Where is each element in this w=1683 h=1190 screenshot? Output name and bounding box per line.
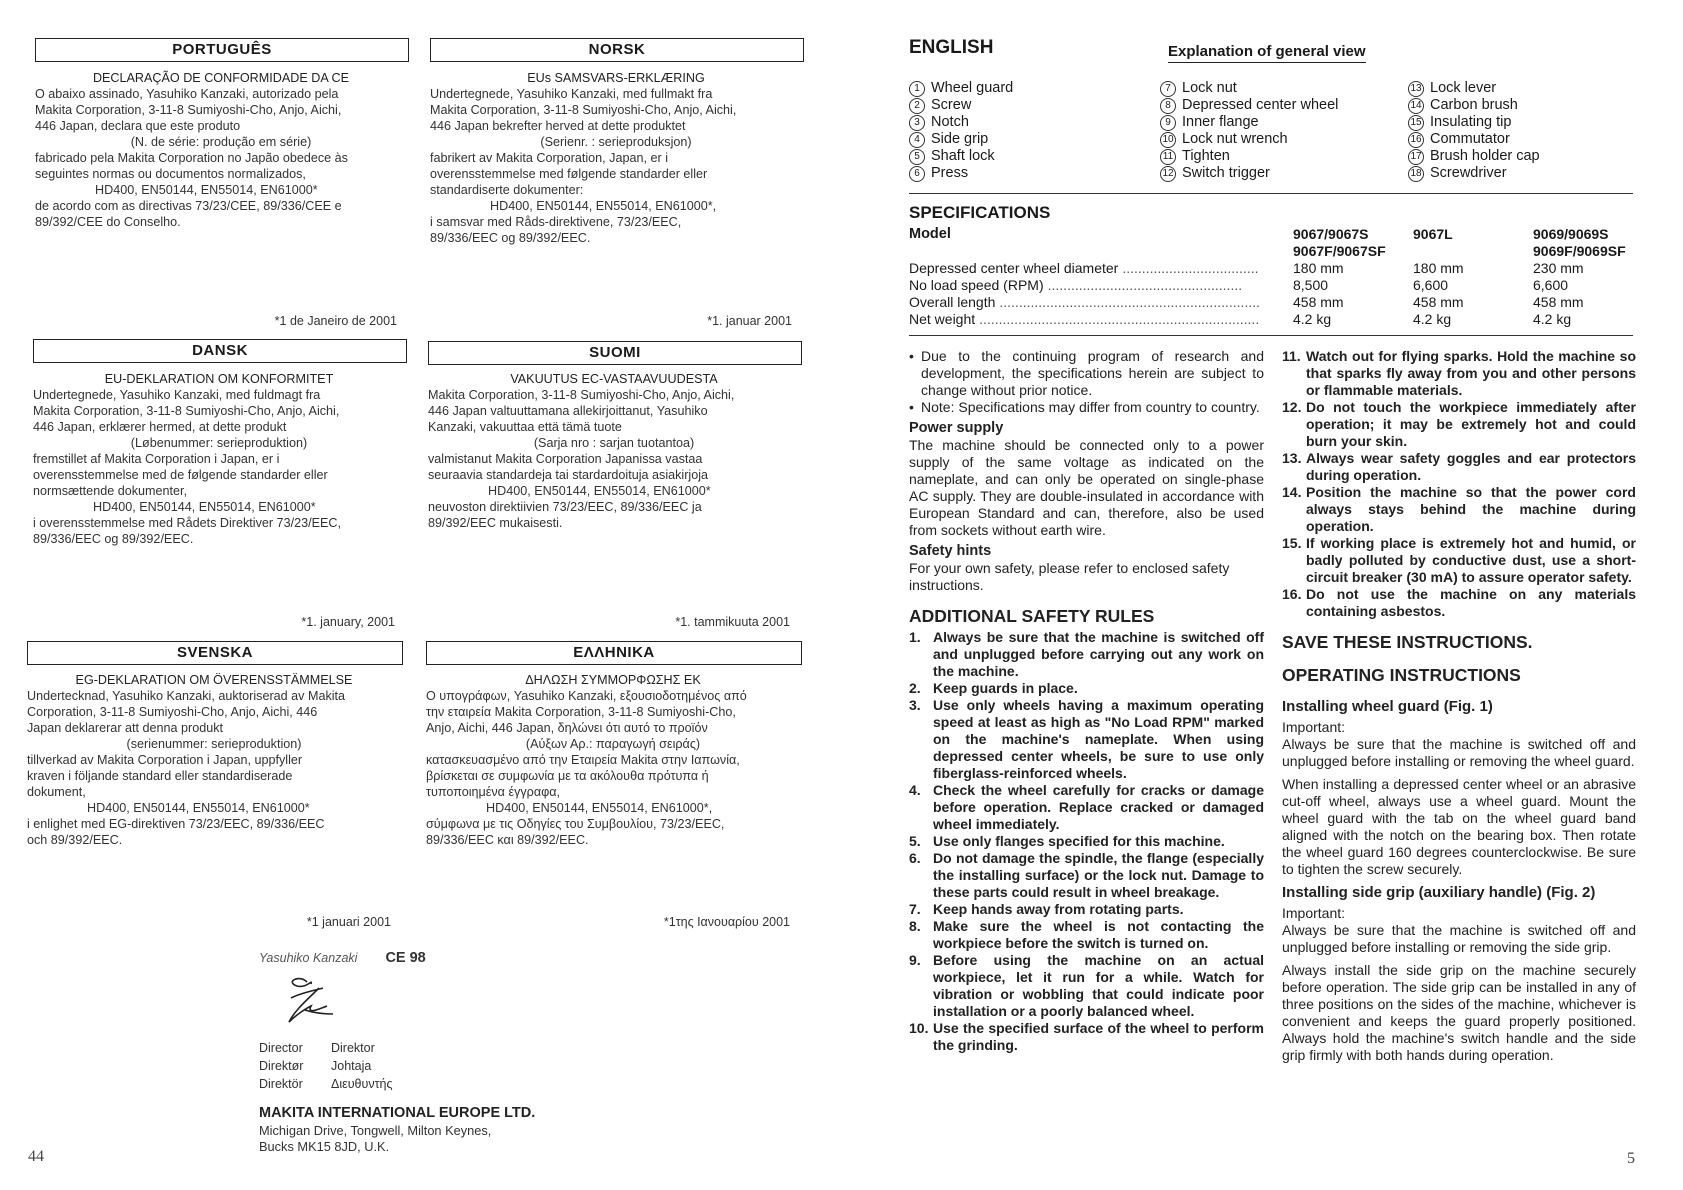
declaration-date: *1 de Janeiro de 2001 xyxy=(274,314,397,328)
declaration-heading: DANSK xyxy=(33,339,407,363)
rule-number: 7. xyxy=(909,901,921,917)
part-number: 11 xyxy=(1160,149,1176,165)
rule-text: Keep guards in place. xyxy=(933,680,1078,696)
specs-table xyxy=(909,226,1643,328)
rule-text: Always be sure that the machine is switched off and unplugged before carrying out any work on the machine. xyxy=(933,629,1264,679)
safety-rule xyxy=(1282,450,1636,484)
declaration-line: standardiserte dokumenter: xyxy=(430,183,584,197)
part-item xyxy=(1160,148,1338,165)
rule-number: 13. xyxy=(1282,450,1302,466)
rule-number: 5. xyxy=(909,833,921,849)
model-col-3: 9069/9069S 9069F/9069SF xyxy=(1533,226,1626,259)
part-number: 14 xyxy=(1408,98,1424,114)
bullet-icon: • xyxy=(909,399,914,415)
title-item: Johtaja xyxy=(331,1059,372,1073)
declaration-line: dokument, xyxy=(27,785,86,799)
declaration-line: overensstemmelse med de følgende standarder eller xyxy=(33,468,328,482)
rule-text: Position the machine so that the power cord always stays behind the machine during operation. xyxy=(1306,484,1636,534)
part-label: Lock nut xyxy=(1182,80,1237,96)
declaration-line: 89/336/EEC og 89/392/EEC. xyxy=(33,532,194,546)
declaration-line: Undertegnede, Yasuhiko Kanzaki, med fullmakt fra xyxy=(430,87,713,101)
bullet-icon: • xyxy=(909,348,914,364)
part-item xyxy=(1160,97,1338,114)
rule-text: Before using the machine on an actual workpiece, let it run for a while. Watch for vibration or wobbling that could indicate poor installation or a poorly balanced wheel. xyxy=(933,952,1264,1019)
spec-leader-dots: ................................................................... xyxy=(999,294,1260,310)
part-label: Lock nut wrench xyxy=(1182,131,1288,147)
part-item xyxy=(1408,80,1540,97)
declaration-heading: PORTUGUÊS xyxy=(35,38,409,62)
rule-text: Use only wheels having a maximum operating speed at least as high as "No Load RPM" marked on the machine's nameplate. When using depressed center wheels, be sure to use only fiberglass-reinforced wheels. xyxy=(933,697,1264,781)
declaration-line: i samsvar med Råds-direktivene, 73/23/EEC, xyxy=(430,215,682,229)
declaration-line: i overensstemmelse med Rådets Direktiver 73/23/EEC, xyxy=(33,516,341,530)
spec-value: 6,600 xyxy=(1413,277,1449,293)
part-item xyxy=(909,80,1013,97)
part-label: Commutator xyxy=(1430,131,1510,147)
part-item xyxy=(1160,80,1338,97)
declaration-line: τυποποιημένα έγγραφα, xyxy=(426,785,561,799)
part-number: 3 xyxy=(909,115,925,131)
part-label: Press xyxy=(931,165,969,181)
spec-note xyxy=(909,348,1264,399)
part-number: 9 xyxy=(1160,115,1176,131)
declaration-line: 89/392/CEE do Conselho. xyxy=(35,215,181,229)
declaration-line: Makita Corporation, 3-11-8 Sumiyoshi-Cho, Anjo, Aichi, xyxy=(35,103,342,117)
spec-row xyxy=(909,294,1643,311)
spec-leader-dots: ........................................................................ xyxy=(979,311,1260,327)
page-number-right: 5 xyxy=(1627,1150,1635,1167)
spec-value: 180 mm xyxy=(1293,260,1344,276)
part-label: Brush holder cap xyxy=(1430,148,1540,164)
declaration-line: normsættende dokumenter, xyxy=(33,484,188,498)
declaration-heading: SUOMI xyxy=(428,341,802,365)
rule-number: 6. xyxy=(909,850,921,866)
declaration-line: Kanzaki, vakuuttaa että tämä tuote xyxy=(428,420,622,434)
safety-rule xyxy=(909,901,1264,918)
part-label: Inner flange xyxy=(1182,114,1259,130)
declaration-line: och 89/392/EEC. xyxy=(27,833,123,847)
rule-number: 14. xyxy=(1282,484,1302,500)
part-item xyxy=(1160,131,1338,148)
safety-hints-text: For your own safety, please refer to enclosed safety instructions. xyxy=(909,560,1230,593)
part-item xyxy=(909,114,1013,131)
declaration-line: 89/336/EEC και 89/392/EEC. xyxy=(426,833,589,847)
side-grip-title: Installing side grip (auxiliary handle) (Fig. 2) xyxy=(1282,884,1596,901)
part-item xyxy=(1408,114,1540,131)
declaration-text xyxy=(33,371,405,547)
model-col-2: 9067L xyxy=(1413,226,1453,242)
declaration-line: O abaixo assinado, Yasuhiko Kanzaki, autorizado pela xyxy=(35,87,339,101)
declaration-line: Undertecknad, Yasuhiko Kanzaki, auktoriserad av Makita xyxy=(27,689,346,703)
declaration-line: fabrikert av Makita Corporation, Japan, er i xyxy=(430,151,668,165)
title-item: Διευθυντής xyxy=(331,1077,393,1091)
operating-instructions-title: OPERATING INSTRUCTIONS xyxy=(1282,665,1521,685)
rule-number: 3. xyxy=(909,697,921,713)
declaration-title: EG-DEKLARATION OM ÖVERENSSTÄMMELSE xyxy=(75,673,353,687)
ce-mark: CE 98 xyxy=(385,950,426,966)
part-number: 8 xyxy=(1160,98,1176,114)
declaration-title: ΔΗΛΩΣΗ ΣΥΜΜΟΡΦΩΣΗΣ ΕΚ xyxy=(525,673,701,687)
spec-label: Overall length xyxy=(909,294,996,310)
safety-rule xyxy=(1282,399,1636,450)
declaration-heading: NORSK xyxy=(430,38,804,62)
instructions-column xyxy=(1282,348,1636,1064)
declaration-line: HD400, EN50144, EN55014, EN61000* xyxy=(488,484,711,498)
rules-list-left xyxy=(909,629,1264,1054)
declaration-line: (serienummer: serieproduktion) xyxy=(126,737,302,751)
declaration-line: kraven i följande standard eller standardiserade xyxy=(27,769,293,783)
declaration-line: HD400, EN50144, EN55014, EN61000*, xyxy=(490,199,717,213)
safety-rule xyxy=(909,918,1264,952)
safety-rule xyxy=(909,850,1264,901)
declaration-heading: SVENSKA xyxy=(27,641,403,665)
declaration-title: EUs SAMSVARS-ERKLÆRING xyxy=(527,71,705,85)
declaration-title: EU-DEKLARATION OM KONFORMITET xyxy=(104,372,334,386)
declaration-line: overensstemmelse med følgende standarder eller xyxy=(430,167,708,181)
declaration-line: seuraavia standardeja tai stardardoituja asiakirjoja xyxy=(428,468,709,482)
declaration-line: de acordo com as directivas 73/23/CEE, 89/336/CEE e xyxy=(35,199,342,213)
spec-value: 4.2 kg xyxy=(1533,311,1572,327)
part-number: 5 xyxy=(909,149,925,165)
declaration-text xyxy=(27,672,401,848)
part-number: 16 xyxy=(1408,132,1424,148)
declaration-line: σύμφωνα με τις Οδηγίες του Συμβουλίου, 73/23/EEC, xyxy=(426,817,725,831)
safety-rule xyxy=(1282,348,1636,399)
part-label: Side grip xyxy=(931,131,989,147)
declaration-line: 89/392/EEC mukaisesti. xyxy=(428,516,563,530)
part-number: 7 xyxy=(1160,81,1176,97)
declaration-line: (Αύξων Αρ.: παραγωγή σειράς) xyxy=(525,737,701,751)
part-label: Carbon brush xyxy=(1430,97,1518,113)
side-grip-p1: Always be sure that the machine is switched off and unplugged before installing or removing the side grip. xyxy=(1282,922,1636,955)
declaration-date: *1. january, 2001 xyxy=(301,615,395,629)
spec-note xyxy=(909,399,1264,416)
note-text: Note: Specifications may differ from country to country. xyxy=(921,399,1260,415)
note-text: Due to the continuing program of research and development, the specifications herein are subject to change without prior notice. xyxy=(921,348,1264,398)
safety-rule xyxy=(909,952,1264,1020)
part-item xyxy=(1160,114,1338,131)
company-name: MAKITA INTERNATIONAL EUROPE LTD. xyxy=(259,1105,536,1121)
declaration-line: Makita Corporation, 3-11-8 Sumiyoshi-Cho, Anjo, Aichi, xyxy=(33,404,340,418)
declaration-line: Ο υπογράφων, Yasuhiko Kanzaki, εξουσιοδοτημένος από xyxy=(426,689,747,703)
title-item: Direktør xyxy=(259,1059,304,1073)
part-label: Wheel guard xyxy=(931,80,1014,96)
spec-value: 6,600 xyxy=(1533,277,1569,293)
rule-text: Use only flanges specified for this machine. xyxy=(933,833,1225,849)
specs-title: SPECIFICATIONS xyxy=(909,203,1051,222)
rule-number: 16. xyxy=(1282,586,1302,602)
safety-rule xyxy=(909,833,1264,850)
spec-value: 4.2 kg xyxy=(1293,311,1332,327)
side-grip-important: Important: xyxy=(1282,905,1346,921)
declaration-text xyxy=(35,70,407,230)
title-item: Direktör xyxy=(259,1077,303,1091)
declaration-line: valmistanut Makita Corporation Japanissa vastaa xyxy=(428,452,703,466)
declaration-line: 446 Japan valtuuttamana allekirjoittanut, Yasuhiko xyxy=(428,404,708,418)
part-number: 13 xyxy=(1408,81,1424,97)
part-number: 15 xyxy=(1408,115,1424,131)
part-number: 12 xyxy=(1160,166,1176,182)
safety-hints-title: Safety hints xyxy=(909,543,992,559)
spec-row xyxy=(909,311,1643,328)
spec-value: 8,500 xyxy=(1293,277,1329,293)
signature-block xyxy=(259,950,519,1093)
part-item xyxy=(1408,97,1540,114)
declaration-line: tillverkad av Makita Corporation i Japan, uppfyller xyxy=(27,753,303,767)
rule-text: Do not damage the spindle, the flange (especially the installing surface) or the lock nut. Damage to these parts could result in wheel breakage. xyxy=(933,850,1264,900)
declaration-line: HD400, EN50144, EN55014, EN61000* xyxy=(87,801,310,815)
declaration-date: *1της Ιανουαρίου 2001 xyxy=(663,915,790,929)
part-number: 2 xyxy=(909,98,925,114)
wheel-guard-title: Installing wheel guard (Fig. 1) xyxy=(1282,698,1493,715)
part-label: Screw xyxy=(931,97,972,113)
declaration-date: *1. januar 2001 xyxy=(707,314,792,328)
safety-rule xyxy=(1282,586,1636,620)
explanation-title: Explanation of general view xyxy=(1168,43,1366,63)
rule-text: Use the specified surface of the wheel to perform the grinding. xyxy=(933,1020,1264,1053)
declaration-line: fremstillet af Makita Corporation i Japan, er i xyxy=(33,452,280,466)
wheel-guard-p1: Always be sure that the machine is switched off and unplugged before installing or removing the wheel guard. xyxy=(1282,736,1636,769)
company-address-2: Bucks MK15 8JD, U.K. xyxy=(259,1139,390,1154)
declaration-line: Japan deklarerar att denna produkt xyxy=(27,721,224,735)
spec-value: 458 mm xyxy=(1413,294,1464,310)
parts-list-col-3 xyxy=(1408,80,1540,182)
handwritten-signature xyxy=(277,970,357,1030)
declaration-date: *1 januari 2001 xyxy=(306,915,391,929)
part-label: Shaft lock xyxy=(931,148,995,164)
part-number: 10 xyxy=(1160,132,1176,148)
safety-rule xyxy=(909,782,1264,833)
safety-rule xyxy=(1282,535,1636,586)
declaration-line: neuvoston direktiivien 73/23/EEC, 89/336/EEC ja xyxy=(428,500,702,514)
rule-number: 10. xyxy=(909,1020,929,1036)
rule-number: 9. xyxy=(909,952,921,968)
additional-rules-title: ADDITIONAL SAFETY RULES xyxy=(909,606,1155,626)
declaration-line: 446 Japan bekrefter herved at dette produktet xyxy=(430,119,686,133)
parts-list-col-2 xyxy=(1160,80,1338,182)
part-label: Switch trigger xyxy=(1182,165,1270,181)
notes-column xyxy=(909,348,1264,1054)
wheel-guard-p2: When installing a depressed center wheel or an abrasive cut-off wheel, always use a wheel guard. Mount the wheel guard with the tab on the wheel guard band aligned with the notch on the bearing box. Then rotate the wheel guard 160 degrees counterclockwise. Be sure to tighten the screw securely. xyxy=(1282,776,1636,877)
declaration-line: Makita Corporation, 3-11-8 Sumiyoshi-Cho, Anjo, Aichi, xyxy=(430,103,737,117)
declaration-title: DECLARAÇÃO DE CONFORMIDADE DA CE xyxy=(92,71,350,85)
model-label: Model xyxy=(909,226,951,242)
title-row xyxy=(259,1075,519,1093)
rules-list-right xyxy=(1282,348,1636,620)
safety-rule xyxy=(909,629,1264,680)
model-col-1: 9067/9067S 9067F/9067SF xyxy=(1293,226,1386,259)
declaration-text xyxy=(426,672,800,848)
part-item xyxy=(1160,165,1338,182)
spec-label: Net weight xyxy=(909,311,976,327)
part-label: Lock lever xyxy=(1430,80,1497,96)
declaration-line: Undertegnede, Yasuhiko Kanzaki, med fuldmagt fra xyxy=(33,388,321,402)
part-number: 17 xyxy=(1408,149,1424,165)
part-label: Notch xyxy=(931,114,969,130)
spec-value: 458 mm xyxy=(1293,294,1344,310)
power-supply-text: The machine should be connected only to a power supply of the same voltage as indicated on the nameplate, and can only be operated on single-phase AC supply. They are double-insulated in accordance with European Standard and can, therefore, also be used from sockets without earth wire. xyxy=(909,437,1264,538)
part-number: 4 xyxy=(909,132,925,148)
declaration-line: (Serienr. : serieproduksjon) xyxy=(540,135,692,149)
spec-leader-dots: ................................... xyxy=(1122,260,1259,276)
rule-text: Do not touch the workpiece immediately after operation; it may be extremely hot and could burn your skin. xyxy=(1306,399,1636,449)
spec-value: 230 mm xyxy=(1533,260,1584,276)
part-label: Insulating tip xyxy=(1430,114,1512,130)
signatory-name: Yasuhiko Kanzaki xyxy=(259,951,358,965)
declaration-line: i enlighet med EG-direktiven 73/23/EEC, 89/336/EEC xyxy=(27,817,325,831)
declaration-line: 89/336/EEC og 89/392/EEC. xyxy=(430,231,591,245)
spec-value: 458 mm xyxy=(1533,294,1584,310)
declaration-line: HD400, EN50144, EN55014, EN61000*, xyxy=(486,801,713,815)
declaration-line: την εταιρεία Makita Corporation, 3-11-8 Sumiyoshi-Cho, xyxy=(426,705,736,719)
page-number-left: 44 xyxy=(28,1148,44,1165)
declaration-line: 446 Japan, erklærer hermed, at dette produkt xyxy=(33,420,287,434)
spec-leader-dots: .................................................. xyxy=(1047,277,1243,293)
declaration-text xyxy=(430,70,802,246)
part-number: 18 xyxy=(1408,166,1424,182)
safety-rule xyxy=(909,1020,1264,1054)
title-row xyxy=(259,1057,519,1075)
rule-number: 4. xyxy=(909,782,921,798)
part-label: Depressed center wheel xyxy=(1182,97,1339,113)
save-instructions-title: SAVE THESE INSTRUCTIONS. xyxy=(1282,632,1533,652)
declaration-line: Anjo, Aichi, 446 Japan, δηλώνει ότι αυτό το προϊόν xyxy=(426,721,708,735)
part-number: 1 xyxy=(909,81,925,97)
safety-rule xyxy=(1282,484,1636,535)
safety-rule xyxy=(909,697,1264,782)
rule-text: Watch out for flying sparks. Hold the machine so that sparks fly away from you and other persons or flammable materials. xyxy=(1306,348,1636,398)
part-item xyxy=(909,97,1013,114)
declaration-line: (Sarja nro : sarjan tuotantoa) xyxy=(533,436,695,450)
spec-row xyxy=(909,260,1643,277)
part-item xyxy=(909,165,1013,182)
spec-label: Depressed center wheel diameter xyxy=(909,260,1119,276)
declaration-line: seguintes normas ou documentos normalizados, xyxy=(35,167,306,181)
part-item xyxy=(1408,131,1540,148)
rule-text: Make sure the wheel is not contacting the workpiece before the switch is turned on. xyxy=(933,918,1264,951)
title-item: Director xyxy=(259,1041,303,1055)
divider xyxy=(909,335,1633,336)
part-item xyxy=(1408,165,1540,182)
divider xyxy=(909,193,1633,194)
title-item: Direktor xyxy=(331,1041,375,1055)
language-heading: ENGLISH xyxy=(909,37,994,58)
company-address-1: Michigan Drive, Tongwell, Milton Keynes, xyxy=(259,1123,492,1138)
rule-number: 2. xyxy=(909,680,921,696)
declaration-text xyxy=(428,371,800,531)
declaration-line: 446 Japan, declara que este produto xyxy=(35,119,241,133)
declaration-line: HD400, EN50144, EN55014, EN61000* xyxy=(93,500,316,514)
rule-number: 11. xyxy=(1282,348,1301,364)
side-grip-p2: Always install the side grip on the machine securely before operation. The side grip can be installed in any of three positions on the sides of the machine, whichever is convenient and keeps the guard properly positioned. Always hold the machine's switch handle and the side grip firmly with both hands during operation. xyxy=(1282,962,1636,1063)
declaration-title: VAKUUTUS EC-VASTAAVUUDESTA xyxy=(510,372,718,386)
signatory-titles xyxy=(259,1039,519,1093)
spec-label: No load speed (RPM) xyxy=(909,277,1044,293)
declaration-line: fabricado pela Makita Corporation no Japão obedece às xyxy=(35,151,348,165)
rule-text: Keep hands away from rotating parts. xyxy=(933,901,1184,917)
declaration-line: (N. de série: produção em série) xyxy=(130,135,312,149)
declaration-line: βρίσκεται σε συμφωνία με τα ακόλουθα πρότυπα ή xyxy=(426,769,709,783)
part-item xyxy=(909,148,1013,165)
spec-notes xyxy=(909,348,1264,416)
part-label: Screwdriver xyxy=(1430,165,1507,181)
rule-text: Do not use the machine on any materials containing asbestos. xyxy=(1306,586,1636,619)
wheel-guard-important: Important: xyxy=(1282,719,1346,735)
rule-text: Check the wheel carefully for cracks or damage before operation. Replace cracked or damaged wheel immediately. xyxy=(933,782,1264,832)
declaration-date: *1. tammikuuta 2001 xyxy=(675,615,790,629)
declaration-line: Makita Corporation, 3-11-8 Sumiyoshi-Cho, Anjo, Aichi, xyxy=(428,388,735,402)
declaration-line: (Løbenummer: serieproduktion) xyxy=(130,436,308,450)
power-supply-title: Power supply xyxy=(909,420,1004,436)
spec-row xyxy=(909,277,1643,294)
declaration-line: κατασκευασμένο από την Εταιρεία Makita στην Ιαπωνία, xyxy=(426,753,740,767)
rule-text: Always wear safety goggles and ear protectors during operation. xyxy=(1306,450,1636,483)
rule-number: 1. xyxy=(909,629,921,645)
spec-value: 4.2 kg xyxy=(1413,311,1452,327)
declaration-heading: ΕΛΛΗΝΙΚΑ xyxy=(426,641,802,665)
title-row xyxy=(259,1039,519,1057)
part-label: Tighten xyxy=(1182,148,1230,164)
rule-text: If working place is extremely hot and humid, or badly polluted by conductive dust, use a short-circuit breaker (30 mA) to assure operator safety. xyxy=(1306,535,1636,585)
spec-value: 180 mm xyxy=(1413,260,1464,276)
part-item xyxy=(1408,148,1540,165)
declaration-line: Corporation, 3-11-8 Sumiyoshi-Cho, Anjo, Aichi, 446 xyxy=(27,705,318,719)
declaration-line: HD400, EN50144, EN55014, EN61000* xyxy=(95,183,318,197)
part-number: 6 xyxy=(909,166,925,182)
rule-number: 8. xyxy=(909,918,921,934)
rule-number: 12. xyxy=(1282,399,1302,415)
part-item xyxy=(909,131,1013,148)
rule-number: 15. xyxy=(1282,535,1302,551)
safety-rule xyxy=(909,680,1264,697)
parts-list-col-1 xyxy=(909,80,1013,182)
